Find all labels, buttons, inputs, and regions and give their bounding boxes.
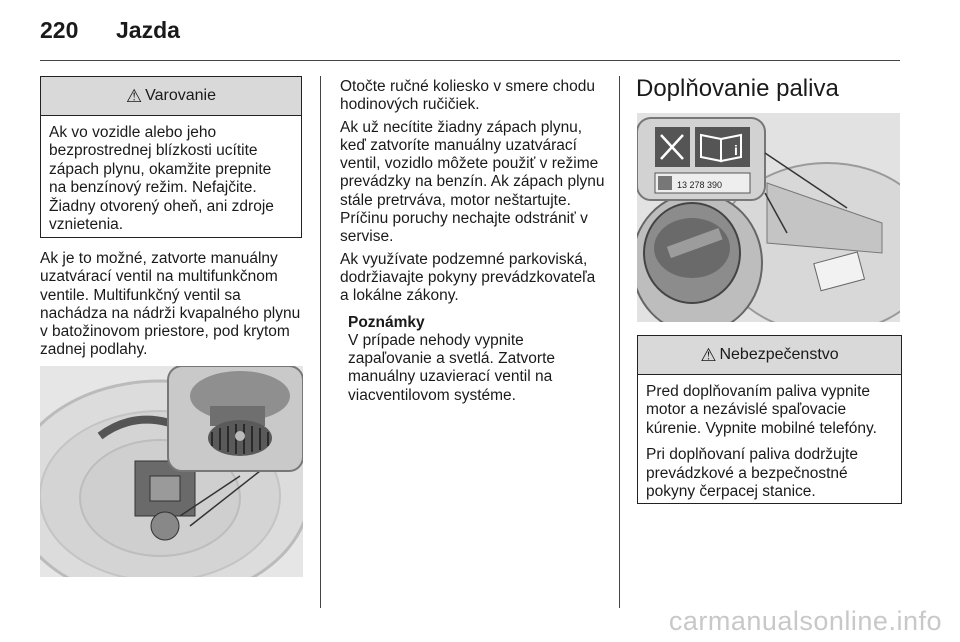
warning-body (41, 116, 301, 234)
page-number: 220 (40, 17, 79, 43)
column-divider-1 (320, 76, 321, 608)
warning-title: Varovanie (145, 87, 216, 104)
danger-paragraph-1: Pred doplňovaním paliva vypnite motor a nezávislé spaľovacie kúrenie. Vypnite mobilné telefóny. (646, 383, 877, 437)
header-rule (40, 60, 900, 61)
danger-header (638, 336, 901, 375)
middle-paragraph-3: Ak využívate podzemné parkoviská, dodržiavajte pokyny prevádzkovateľa a lokálne zákony. (340, 250, 596, 305)
danger-box (637, 335, 902, 504)
left-paragraph: Ak je to možné, zatvorte manuálny uzatvárací ventil na multifunkčnom ventile. Multifunkčný ventil sa nachádza na nádrži kvapalného plynu v batožinovom priestore, pod krytom zadnej podlahy. (40, 250, 301, 359)
valve-illustration (40, 366, 303, 577)
note-text: V prípade nehody vypnite zapaľovanie a svetlá. Zatvorte manuálny uzavierací ventil na viacventilovom systéme. (348, 331, 555, 404)
danger-title: Nebezpečenstvo (719, 346, 839, 363)
watermark: carmanualsonline.info (668, 606, 942, 636)
warning-header (41, 77, 301, 116)
left-column-text (40, 250, 302, 364)
svg-text:i: i (734, 142, 738, 158)
middle-paragraph-2: Ak už necítite žiadny zápach plynu, keď zatvoríte manuálny uzatvárací ventil, vozidlo môžete použiť v režime prevádzky na benzín. Ak zápach plynu stále pretrváva, motor neštartujte. Príčinu poruchy nechajte odstrániť v servise. (340, 118, 605, 246)
middle-paragraph-1: Otočte ručné koliesko v smere chodu hodinových ručičiek. (340, 78, 596, 114)
warning-box (40, 76, 302, 238)
middle-column-text (340, 78, 606, 405)
section-title: Jazda (116, 17, 180, 43)
column-divider-2 (619, 76, 620, 608)
fuel-filler-illustration (637, 113, 900, 322)
warning-triangle-icon: ⚠ (126, 85, 143, 106)
note-title: Poznámky (348, 313, 425, 331)
danger-body (638, 375, 901, 501)
warning-text: Ak vo vozidle alebo jeho bezprostrednej blízkosti ucítite zápach plynu, okamžite prepnite na benzínový režim. Nefajčite. Žiadny otvorený oheň, ani zdroje vznietenia. (49, 124, 274, 234)
warning-triangle-icon: ⚠ (700, 344, 717, 365)
refuel-heading: Doplňovanie paliva (636, 75, 839, 102)
label-code: 13 278 390 (677, 180, 723, 190)
danger-paragraph-2: Pri doplňovaní paliva dodržujte prevádzkové a bezpečnostné pokyny čerpacej stanice. (646, 446, 858, 501)
note-block (340, 314, 606, 405)
